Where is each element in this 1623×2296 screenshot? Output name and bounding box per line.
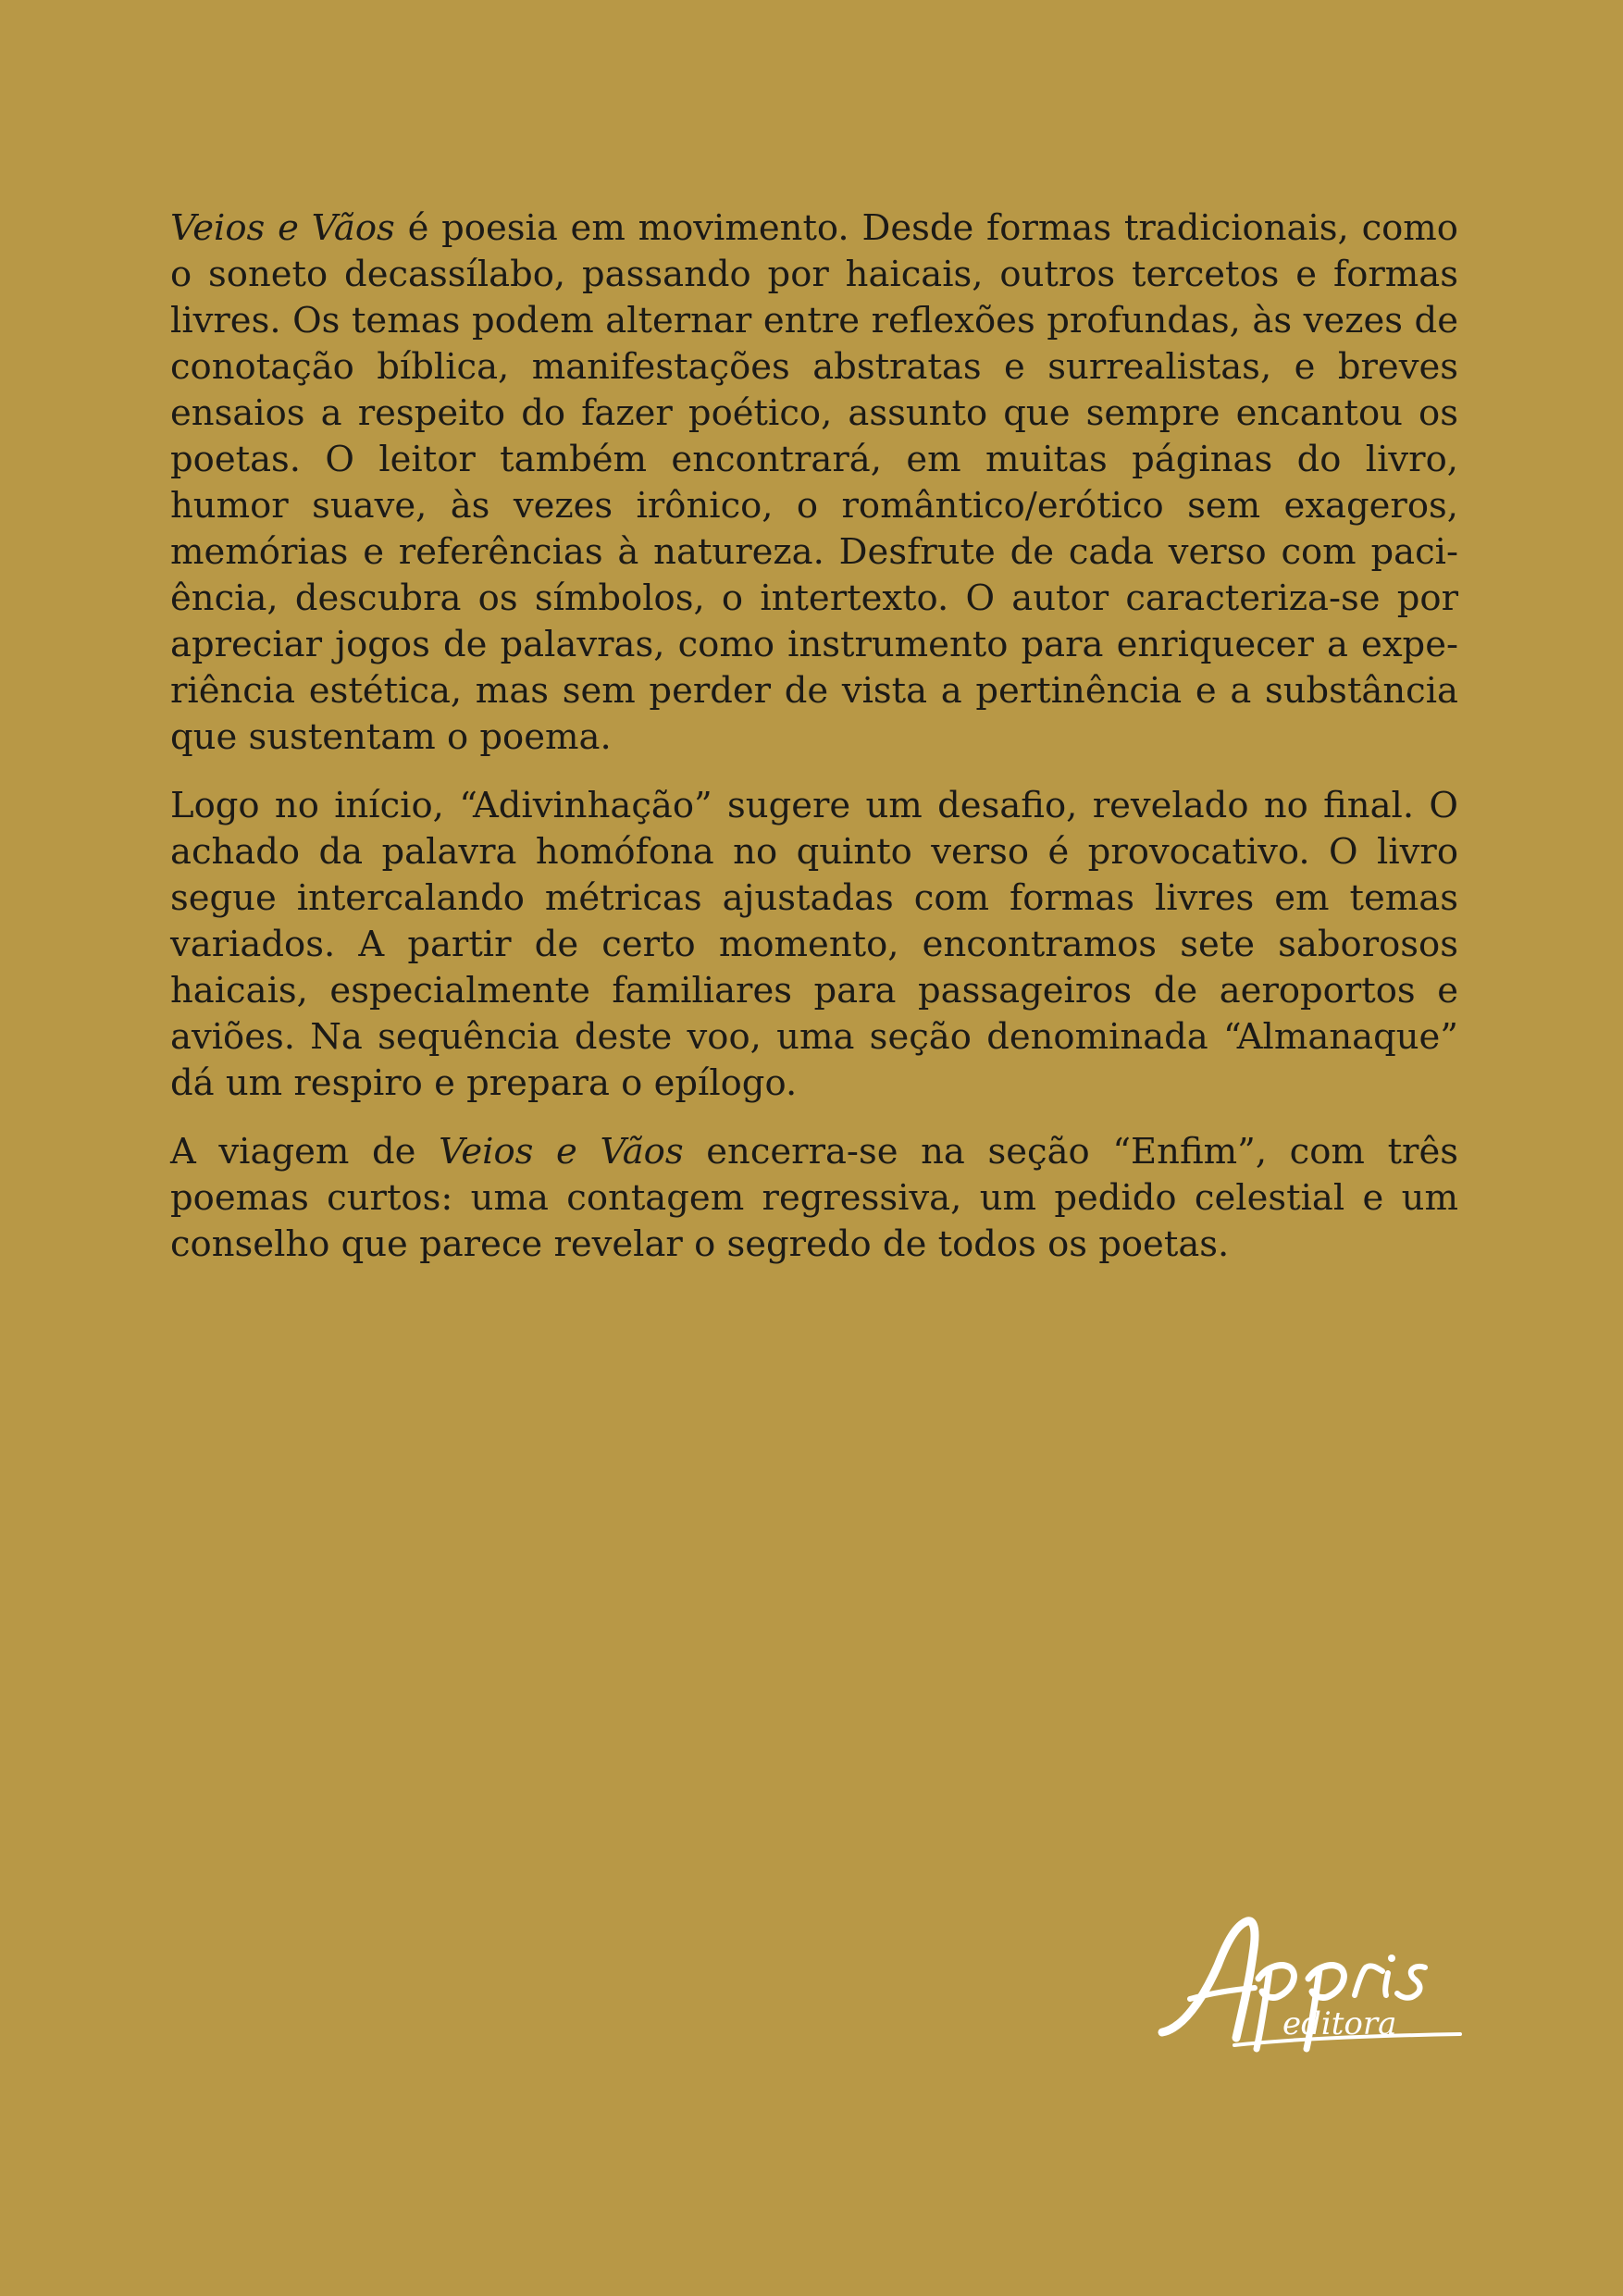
appris-logo-mark	[1146, 1914, 1469, 2062]
book-title-text: Veios e Vãos	[439, 1131, 684, 1173]
blurb-text: A viagem de	[170, 1131, 440, 1173]
blurb-text: Logo no início, “Adivinhação” sugere um desafio, revelado no final. O achado da palavra homófona no quinto verso é provocativo. O livro segue intercalando métricas ajustadas com formas livres em temas variados. A partir de certo momento, encontramos sete saborosos haicais, especialmente familiares para passageiros de aeroportos e aviões. Na sequência deste voo, uma seção denominada “Almanaque” dá um respiro e prepara o epílogo.	[170, 785, 1458, 1104]
blurb-text: é poesia em movimento. Desde formas tradicionais, como o soneto decassílabo, passando por haicais, outros tercetos e formas livres. Os temas podem alternar entre reflexões profundas, às vezes de conotação bíblica, manifestações abstratas e surrealistas, e breves ensaios a respeito do fazer poético, assunto que sempre encantou os poetas. O leitor também encontrará, em muitas páginas do livro, humor suave, às vezes irônico, o romântico/erótico sem exageros, memórias e referências à natureza. Desfrute de cada verso com paciência, descubra os símbolos, o intertexto. O autor caracteriza-se por apreciar jogos de palavras, como instrumento para enriquecer a experiência estética, mas sem perder de vista a pertinência e a substância que sustentam o poema.	[170, 207, 1458, 758]
blurb-paragraph	[170, 205, 1458, 761]
blurb-paragraph	[170, 783, 1458, 1107]
logo-subtitle: editora	[1282, 2005, 1397, 2042]
back-cover-blurb	[170, 205, 1458, 1290]
blurb-text: encerra-se na seção “Enfim”, com três poemas curtos: uma contagem regressiva, um pedido celestial e um conselho que parece revelar o segredo de todos os poetas.	[170, 1131, 1458, 1265]
publisher-logo	[1146, 1914, 1469, 2062]
book-title-text: Veios e Vãos	[170, 207, 395, 249]
blurb-paragraph	[170, 1129, 1458, 1268]
